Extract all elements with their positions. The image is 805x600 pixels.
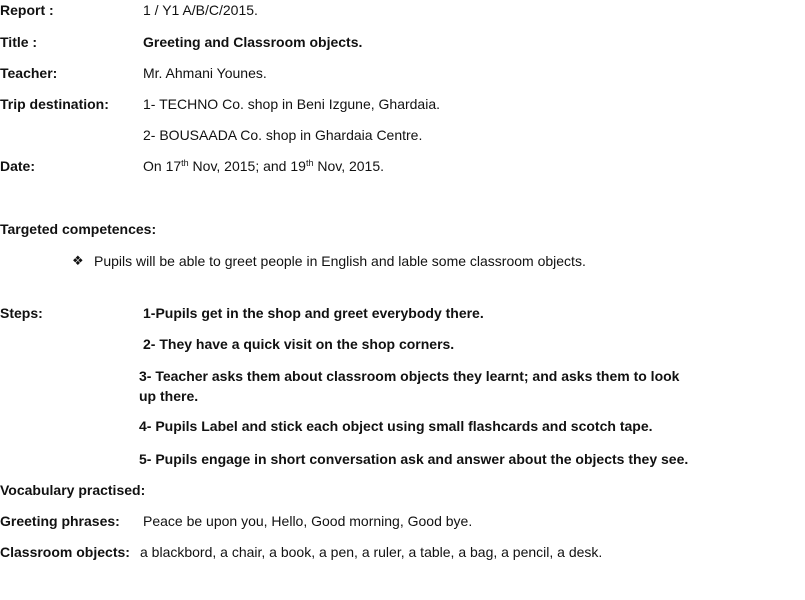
report-value: 1 / Y1 A/B/C/2015. — [143, 2, 258, 18]
date-text-1: On 17 — [143, 158, 182, 174]
date-text-2: Nov, 2015; and 19 — [188, 158, 306, 174]
diamond-bullet-icon: ❖ — [72, 253, 84, 268]
teacher-label: Teacher: — [0, 65, 58, 81]
date-label: Date: — [0, 158, 36, 174]
step-2: 2- They have a quick visit on the shop corners. — [143, 336, 455, 352]
date-suffix-1: th — [181, 158, 189, 168]
title-value: Greeting and Classroom objects. — [143, 34, 363, 50]
step-4: 4- Pupils Label and stick each object using small flashcards and scotch tape. — [139, 418, 653, 434]
step-1: 1-Pupils get in the shop and greet everybody there. — [143, 305, 484, 321]
trip-destination-1: 1- TECHNO Co. shop in Beni Izgune, Ghardaia. — [143, 96, 441, 112]
step-3: 3- Teacher asks them about classroom objects they learnt; and asks them to look — [139, 368, 680, 384]
greeting-label: Greeting phrases: — [0, 513, 120, 529]
trip-destination-2: 2- BOUSAADA Co. shop in Ghardaia Centre. — [143, 127, 423, 143]
title-label: Title : — [0, 34, 38, 50]
classroom-value: a blackbord, a chair, a book, a pen, a ruler, a table, a bag, a pencil, a desk. — [140, 544, 603, 560]
steps-label: Steps: — [0, 305, 43, 321]
competences-heading: Targeted competences: — [0, 221, 157, 237]
step-5: 5- Pupils engage in short conversation ask and answer about the objects they see. — [139, 451, 689, 467]
vocabulary-heading: Vocabulary practised: — [0, 482, 146, 498]
classroom-label: Classroom objects: — [0, 544, 130, 560]
competence-text: Pupils will be able to greet people in English and lable some classroom objects. — [94, 253, 586, 269]
report-label: Report : — [0, 2, 54, 18]
date-text-3: Nov, 2015. — [313, 158, 385, 174]
trip-label: Trip destination: — [0, 96, 109, 112]
teacher-value: Mr. Ahmani Younes. — [143, 65, 267, 81]
date-suffix-2: th — [305, 158, 314, 168]
step-3-continued: up there. — [139, 388, 199, 404]
date-value — [143, 157, 384, 175]
greeting-value: Peace be upon you, Hello, Good morning, Good bye. — [143, 513, 473, 529]
